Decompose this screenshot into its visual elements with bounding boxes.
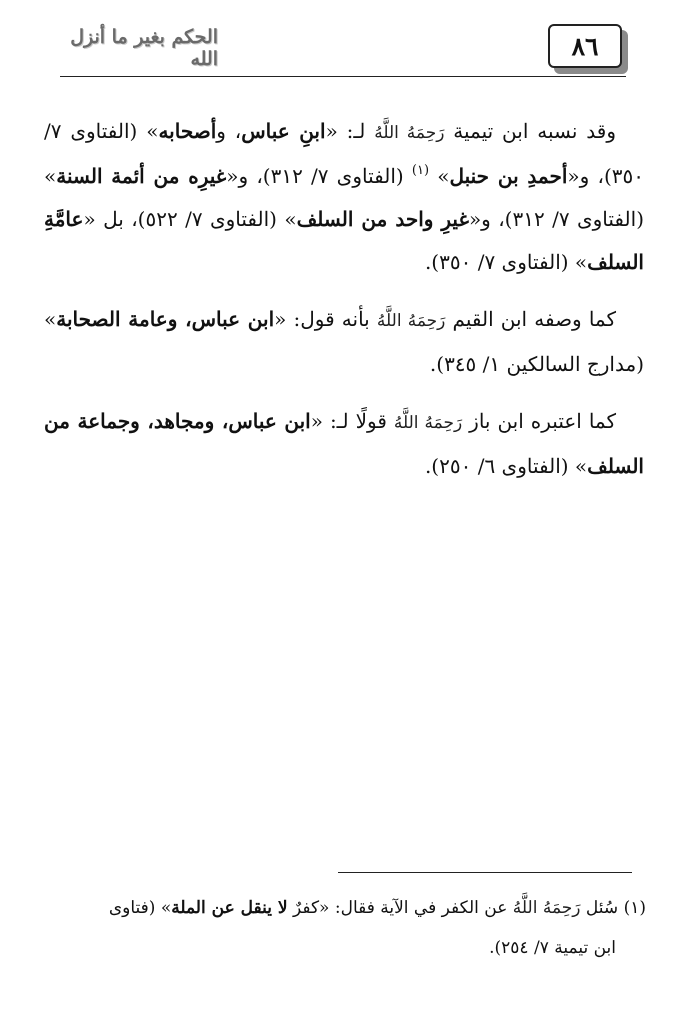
p1-text-6: (الفتاوى ٧/ ٣١٢)، و«	[226, 164, 404, 188]
p1-bold-4: غيرِه من أئمة السنة	[56, 164, 227, 188]
honorific-glyph: رَحِمَهُ اللَّهُ	[393, 413, 463, 433]
honorific-glyph: رَحِمَهُ اللَّهُ	[512, 898, 581, 918]
footnote-bold: لا ينقل عن الملة	[171, 898, 288, 918]
footnote	[50, 888, 646, 968]
p2-text-3: » (مدارج السالكين ١/ ٣٤٥).	[44, 307, 644, 376]
p3-text-2: قولًا لـ: «	[310, 409, 387, 433]
p1-bold-1: ابنِ عباس	[241, 119, 326, 143]
footnote-text-2: عن الكفر في الآية فقال: «كفرٌ	[292, 898, 508, 918]
p1-text-3: ، و	[216, 119, 242, 143]
paragraph-2	[44, 298, 644, 386]
p2-bold-1: ابن عباس، وعامة الصحابة	[56, 307, 275, 331]
header-rule	[60, 76, 626, 77]
p2-text-2: بأنه قول: «	[274, 307, 370, 331]
page-number-box	[548, 24, 622, 68]
footnote-marker: (١)	[623, 898, 646, 918]
p3-bold-1: ابن عباس، ومجاهد، وجماعة من السلف	[44, 409, 644, 478]
p1-text-5: »	[437, 164, 450, 188]
p1-bold-3: أحمدِ بن حنبل	[449, 164, 568, 188]
honorific-glyph: رَحِمَهُ اللَّهُ	[374, 123, 445, 143]
paragraph-3	[44, 400, 644, 488]
page-number: ٨٦	[548, 24, 622, 68]
footnote-text-1: سُئل	[585, 898, 619, 918]
p1-text-4: » (الفتاوى ٧/ ٣٥٠)، و«	[44, 119, 644, 188]
p3-text-1: كما اعتبره ابن باز	[469, 409, 616, 433]
main-text	[44, 110, 644, 502]
paragraph-1	[44, 110, 644, 284]
p1-bold-6: عامَّةِ السلف	[44, 207, 644, 274]
footnote-reference: (١)	[411, 163, 430, 178]
p1-text-1: وقد نسبه ابن تيمية	[453, 119, 616, 143]
p1-bold-5: غيرِ واحد من السلف	[296, 207, 469, 231]
p2-text-1: كما وصفه ابن القيم	[452, 307, 617, 331]
book-title-calligraphy: الحكم بغير ما أنزل الله	[70, 26, 218, 70]
p3-text-3: » (الفتاوى ٦/ ٢٥٠).	[424, 454, 588, 478]
p1-text-9: » (الفتاوى ٧/ ٣٥٠).	[424, 250, 588, 274]
footnote-line-2: ابن تيمية ٧/ ٢٥٤).	[489, 938, 616, 958]
footnote-line-1	[50, 888, 646, 928]
footnote-text-3: » (فتاوى	[108, 898, 172, 918]
honorific-glyph: رَحِمَهُ اللَّهُ	[376, 311, 446, 331]
footnote-rule	[338, 872, 632, 873]
p1-text-7: » (الفتاوى ٧/ ٣١٢)، و«	[44, 164, 644, 231]
p1-text-2: لـ: «	[325, 119, 366, 143]
p1-bold-2: أصحابه	[158, 119, 217, 143]
p1-text-8: » (الفتاوى ٧/ ٥٢٢)، بل «	[83, 207, 297, 231]
